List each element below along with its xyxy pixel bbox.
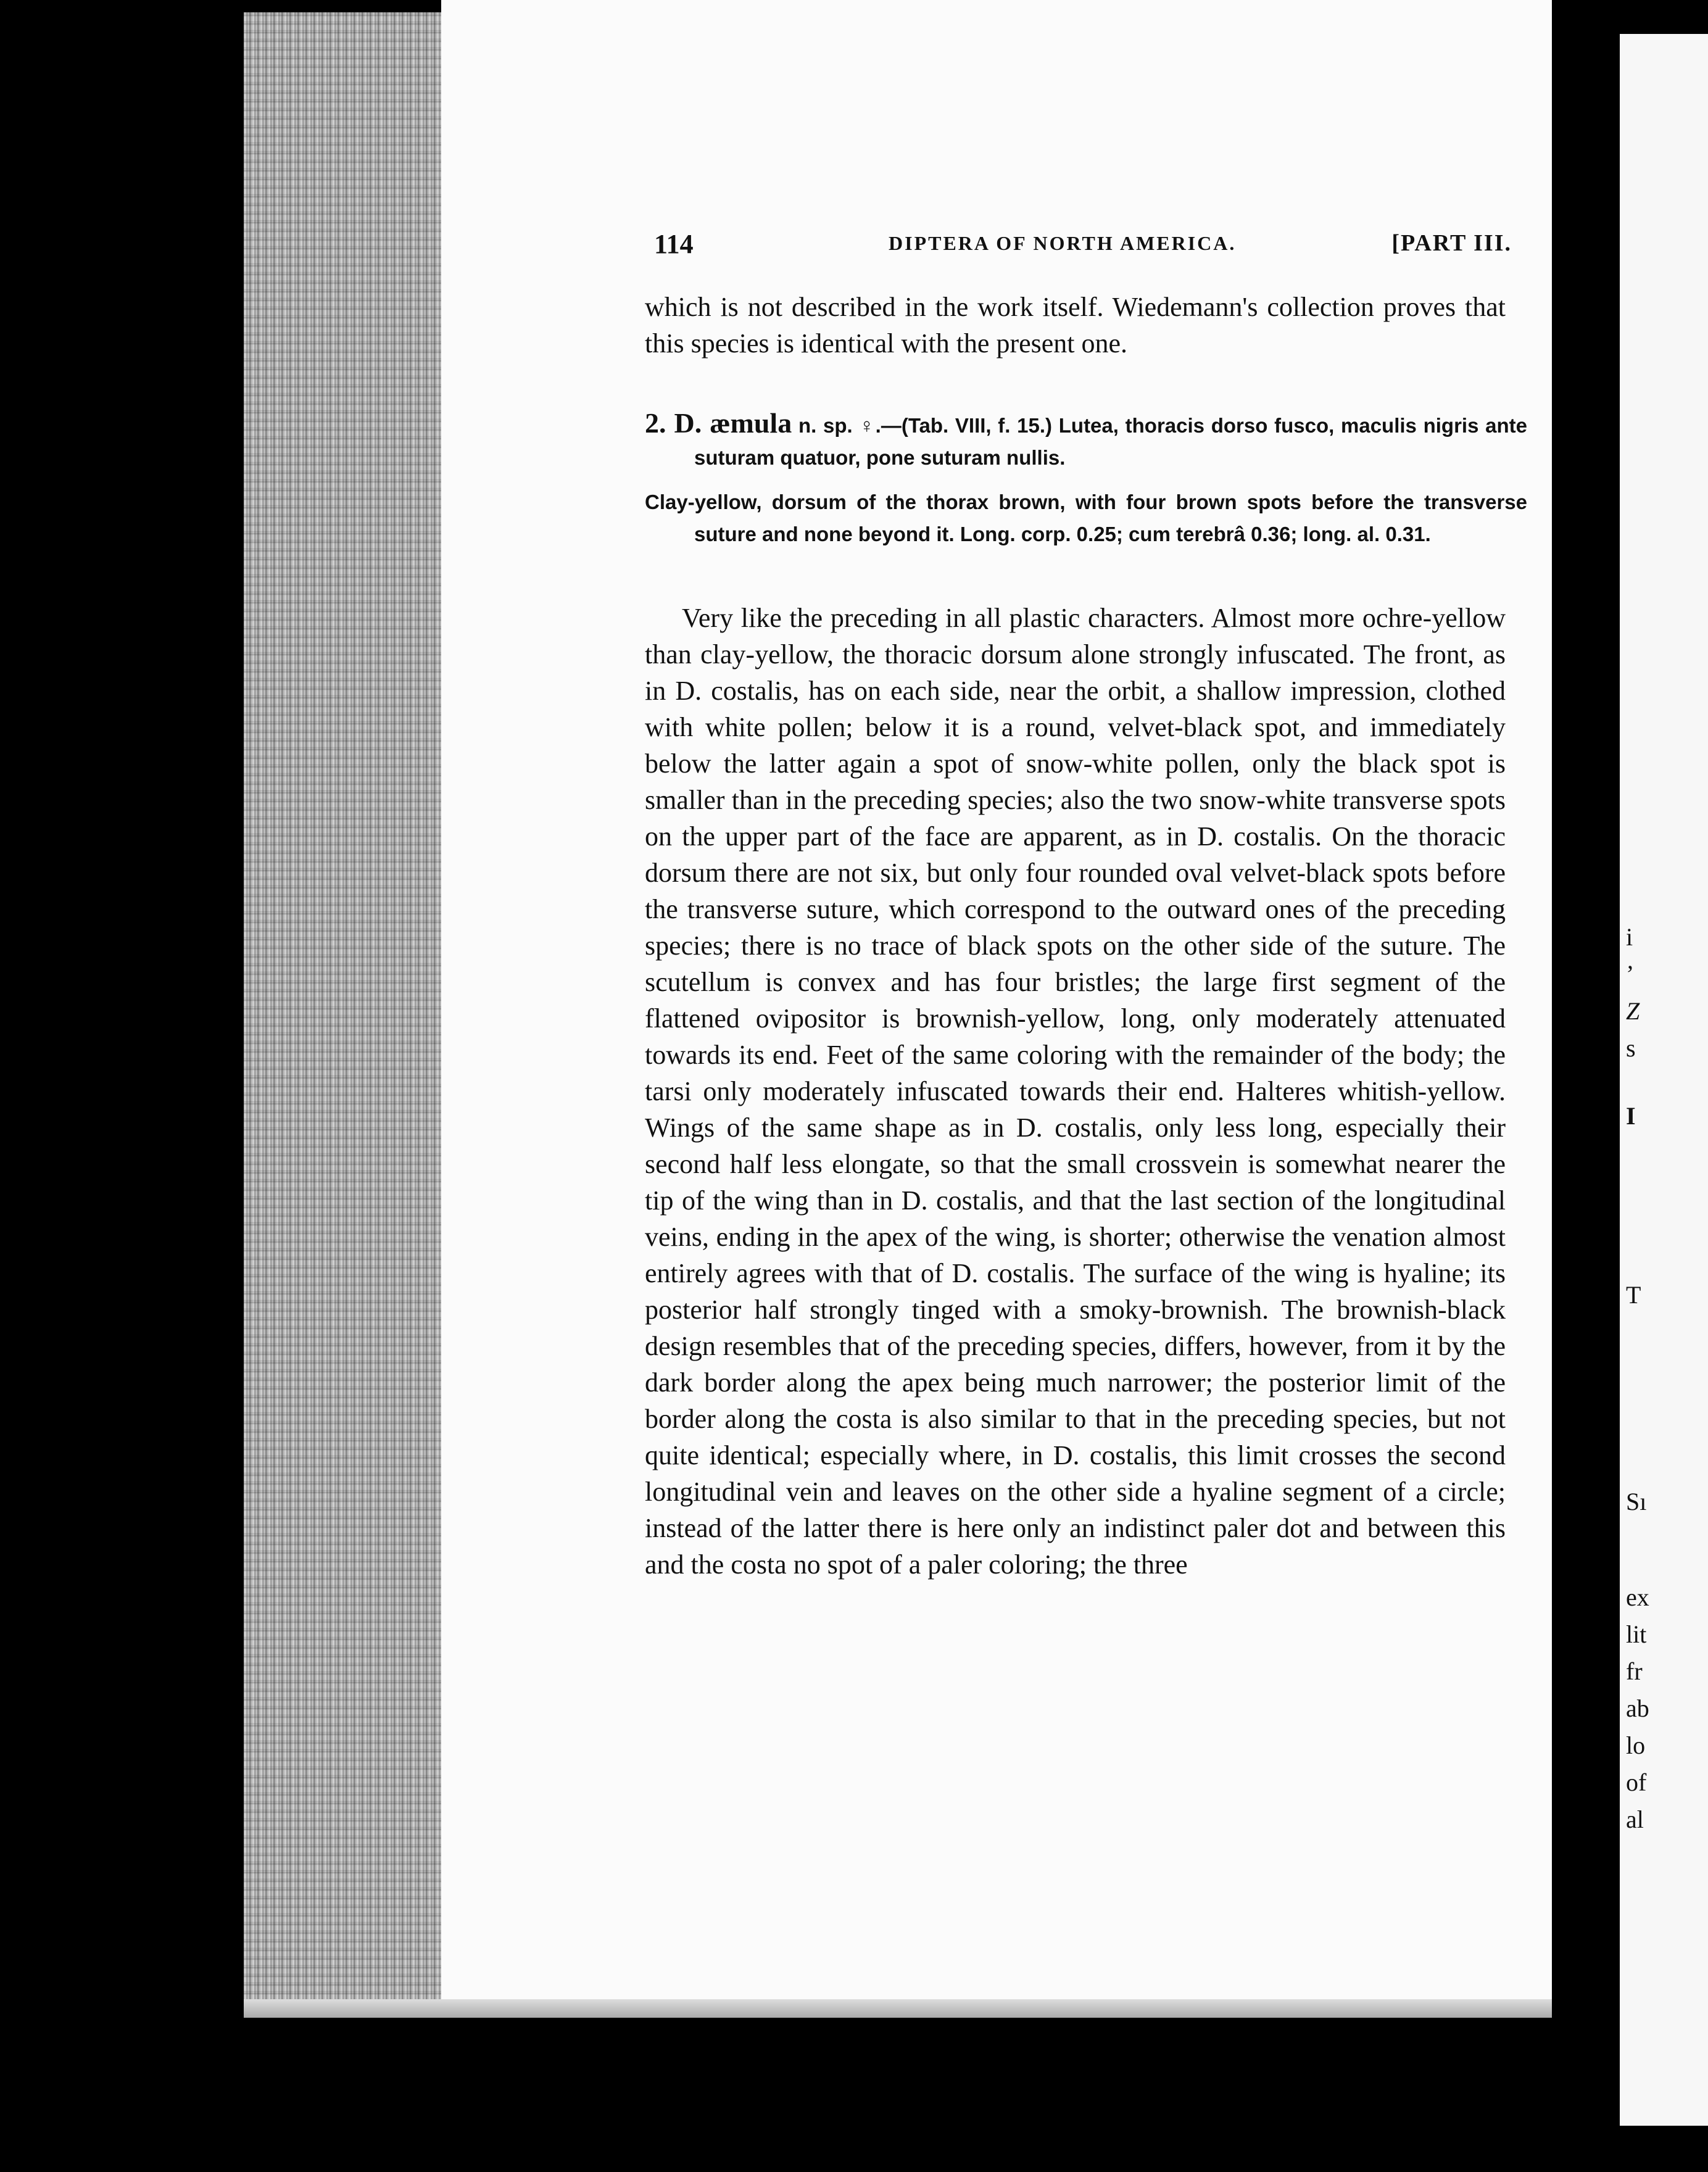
opening-paragraph: which is not described in the work itself. Wiedemann's collection proves that this species is identical with the present one. [645,292,1506,359]
next-page-fragment: ’ [1626,960,1635,988]
next-page-fragment: Z [1626,997,1640,1025]
species-latin-diagnosis [645,407,1527,474]
page-stack-bottom-edge [244,1999,1552,2018]
latin-diagnosis-text: n. sp. ♀.—(Tab. VIII, f. 15.) Lutea, thoracis dorso fusco, maculis nigris ante suturam quatuor, pone suturam nullis. [694,414,1528,469]
next-page-fragment: ab [1626,1694,1649,1722]
next-page-fragment: s [1626,1034,1636,1062]
species-number-name: 2. D. æmula [645,407,792,439]
next-page-fragment: lit [1626,1620,1647,1648]
next-page-fragment: Sı [1626,1488,1647,1515]
next-page-sliver [1620,34,1708,2126]
running-title: DIPTERA OF NORTH AMERICA. [889,232,1237,254]
part-label: [PART III. [1391,230,1512,256]
next-page-fragment: fr [1626,1657,1643,1685]
page-number: 114 [654,229,694,259]
next-page-fragment: lo [1626,1731,1646,1759]
next-page-fragment: of [1626,1768,1647,1796]
next-page-fragment: ex [1626,1583,1649,1611]
page-stack-speckle [244,12,441,2018]
running-header [654,228,1512,272]
next-page-fragment: i [1626,923,1633,951]
species-english-diagnosis: Clay-yellow, dorsum of the thorax brown, with four brown spots before the transverse suture and none beyond it. Long. corp. 0.25; cum terebrâ 0.36; long. al. 0.31. [645,491,1527,545]
species-description: Very like the preceding in all plastic characters. Almost more ochre-yellow than clay-yellow, the thoracic dorsum alone strongly infuscated. The front, as in D. costalis, has on each side, near the orbit, a shallow impression, clothed with white pollen; below it is a round, velvet-black spot, and immediately below the latter again a spot of snow-white pollen, only the black spot is smaller than in the preceding species; also the two snow-white transverse spots on the upper part of the face are apparent, as in D. costalis. On the thoracic dorsum there are not six, but only four rounded oval velvet-black spots before the transverse suture, which correspond to the outward ones of the preceding species; there is no trace of black spots on the other side of the suture. The scutellum is convex and has four bristles; the large first segment of the flattened ovipositor is brownish-yellow, long, only moderately attenuated towards its end. Feet of the same coloring with the remainder of the body; the tarsi only moderately infuscated towards their end. Halteres whitish-yellow. Wings of the same shape as in D. costalis, only less long, especially their second half less elongate, so that the small crossvein is somewhat nearer the tip of the wing than in D. costalis, and that the last section of the longitudinal veins, ending in the apex of the wing, is shorter; otherwise the venation almost entirely agrees with that of D. costalis. The surface of the wing is hyaline; its posterior half strongly tinged with a smoky-brownish. The brownish-black design resembles that of the preceding species, differs, however, from it by the dark border along the apex being much narrower; the posterior limit of the border along the costa is also similar to that in the preceding species, but not quite identical; especially where, in D. costalis, this limit crosses the second longitudinal vein and leaves on the other side a hyaline segment of a circle; instead of the latter there is here only an indistinct paler dot and between this and the costa no spot of a paler coloring; the three [645,603,1506,1580]
next-page-fragment: al [1626,1805,1644,1833]
book-gutter [1552,0,1620,2036]
next-page-fragment: I [1626,1102,1636,1130]
next-page-fragment: T [1626,1281,1641,1309]
